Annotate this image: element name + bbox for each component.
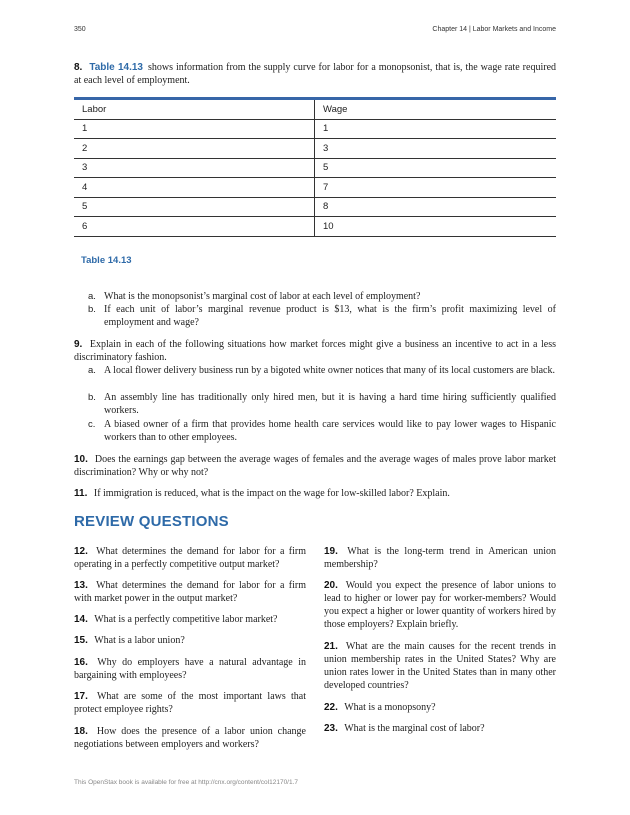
part-text: If each unit of labor’s marginal revenue product is $13, what is the firm’s profit maximizing level of employment and wage? xyxy=(104,304,556,328)
table-row xyxy=(74,217,556,237)
question-text: Does the earnings gap between the average wages of females and the average wages of males prove labor market discrimination? Why or why not? xyxy=(74,454,557,478)
question-11 xyxy=(74,487,556,500)
question-number: 20. xyxy=(324,580,338,591)
part-text: A local flower delivery business run by a bigoted white owner notices that many of its local customers are black. xyxy=(104,365,555,376)
table-cell: 5 xyxy=(315,158,557,178)
table-header-row xyxy=(74,99,556,120)
table-cell: 3 xyxy=(74,158,315,178)
part-text: A biased owner of a firm that provides home health care services would like to pay lower wages to Hispanic workers than to other employees. xyxy=(104,419,556,443)
review-question-14 xyxy=(74,613,306,626)
question-text: What is a labor union? xyxy=(94,635,185,646)
question-number: 15. xyxy=(74,635,88,646)
question-text: Would you expect the presence of labor unions to lead to higher or lower pay for worker-members? Would you expect a higher or lower quantity of workers hired by those employers? Explain briefly. xyxy=(324,580,557,630)
question-text: shows information from the supply curve for labor for a monopsonist, that is, the wage rate required at each level of employment. xyxy=(74,62,557,86)
part-text: What is the monopsonist’s marginal cost of labor at each level of employment? xyxy=(104,291,421,302)
review-question-15 xyxy=(74,634,306,647)
question-text: Why do employers have a natural advantage in bargaining with employees? xyxy=(74,657,306,681)
question-9 xyxy=(74,338,556,364)
question-number: 21. xyxy=(324,641,338,652)
table-header-cell: Labor xyxy=(74,99,315,120)
question-9-part-a xyxy=(88,364,556,377)
question-number: 18. xyxy=(74,726,88,737)
table-caption: Table 14.13 xyxy=(81,255,132,266)
table-cell: 5 xyxy=(74,197,315,217)
review-question-20 xyxy=(324,579,556,631)
question-8-part-a xyxy=(88,290,556,303)
part-label: b. xyxy=(88,392,96,403)
question-9-part-c xyxy=(88,418,556,444)
table-cell: 7 xyxy=(315,178,557,198)
question-number: 19. xyxy=(324,546,338,557)
question-text: What is a monopsony? xyxy=(344,702,436,713)
question-number: 16. xyxy=(74,657,88,668)
question-text: If immigration is reduced, what is the impact on the wage for low-skilled labor? Explain. xyxy=(93,488,450,499)
table-cell: 1 xyxy=(315,119,557,139)
question-number: 10. xyxy=(74,454,88,465)
labor-wage-table xyxy=(74,97,556,237)
part-text: An assembly line has traditionally only hired men, but it is having a hard time hiring sufficiently qualified workers. xyxy=(104,392,556,416)
table-row xyxy=(74,178,556,198)
table-row xyxy=(74,139,556,159)
question-text: What is the long-term trend in American union membership? xyxy=(324,546,556,570)
page-number: 350 xyxy=(74,26,86,33)
table-cell: 3 xyxy=(315,139,557,159)
part-label: a. xyxy=(88,365,96,376)
question-text: How does the presence of a labor union change negotiations between employers and workers? xyxy=(74,726,306,750)
question-text: What are some of the most important laws that protect employee rights? xyxy=(74,691,306,715)
question-number: 12. xyxy=(74,546,88,557)
review-question-13 xyxy=(74,579,306,605)
table-cell: 4 xyxy=(74,178,315,198)
part-label: b. xyxy=(88,304,96,315)
table-cell: 10 xyxy=(315,217,557,237)
question-number: 14. xyxy=(74,614,88,625)
question-text: Explain in each of the following situations how market forces might give a business an incentive to act in a less discriminatory fashion. xyxy=(74,339,556,363)
question-text: What determines the demand for labor for a firm with market power in the output market? xyxy=(74,580,307,604)
review-question-16 xyxy=(74,656,306,682)
review-question-18 xyxy=(74,725,306,751)
question-number: 11. xyxy=(74,488,88,499)
review-question-22 xyxy=(324,701,556,714)
question-9-part-b xyxy=(88,391,556,417)
part-label: c. xyxy=(88,419,96,430)
question-number: 9. xyxy=(74,339,83,350)
question-number: 13. xyxy=(74,580,88,591)
question-10 xyxy=(74,453,556,479)
table-cell: 1 xyxy=(74,119,315,139)
chapter-title: Chapter 14 | Labor Markets and Income xyxy=(432,26,556,33)
table-cell: 8 xyxy=(315,197,557,217)
question-number: 23. xyxy=(324,723,338,734)
table-row xyxy=(74,119,556,139)
question-text: What determines the demand for labor for a firm operating in a perfectly competitive output market? xyxy=(74,546,307,570)
question-number: 17. xyxy=(74,691,88,702)
page-footer: This OpenStax book is available for free at http://cnx.org/content/col12170/1.7 xyxy=(74,779,299,786)
section-heading-review-questions: REVIEW QUESTIONS xyxy=(74,513,229,530)
review-question-21 xyxy=(324,640,556,692)
review-question-12 xyxy=(74,545,306,571)
review-question-17 xyxy=(74,690,306,716)
table-cell: 2 xyxy=(74,139,315,159)
review-question-23 xyxy=(324,722,556,735)
part-label: a. xyxy=(88,291,96,302)
table-row xyxy=(74,158,556,178)
table-row xyxy=(74,197,556,217)
question-8-part-b xyxy=(88,303,556,329)
table-header-cell: Wage xyxy=(315,99,557,120)
question-text: What is a perfectly competitive labor market? xyxy=(94,614,278,625)
question-number: 22. xyxy=(324,702,338,713)
question-8 xyxy=(74,61,556,87)
question-number: 8. xyxy=(74,62,83,73)
question-text: What is the marginal cost of labor? xyxy=(344,723,485,734)
review-question-19 xyxy=(324,545,556,571)
question-text: What are the main causes for the recent trends in union membership rates in the United States? Why are union rates lower in the United States than in many other developed countries? xyxy=(324,641,556,691)
table-reference-link[interactable]: Table 14.13 xyxy=(89,62,143,73)
table-cell: 6 xyxy=(74,217,315,237)
